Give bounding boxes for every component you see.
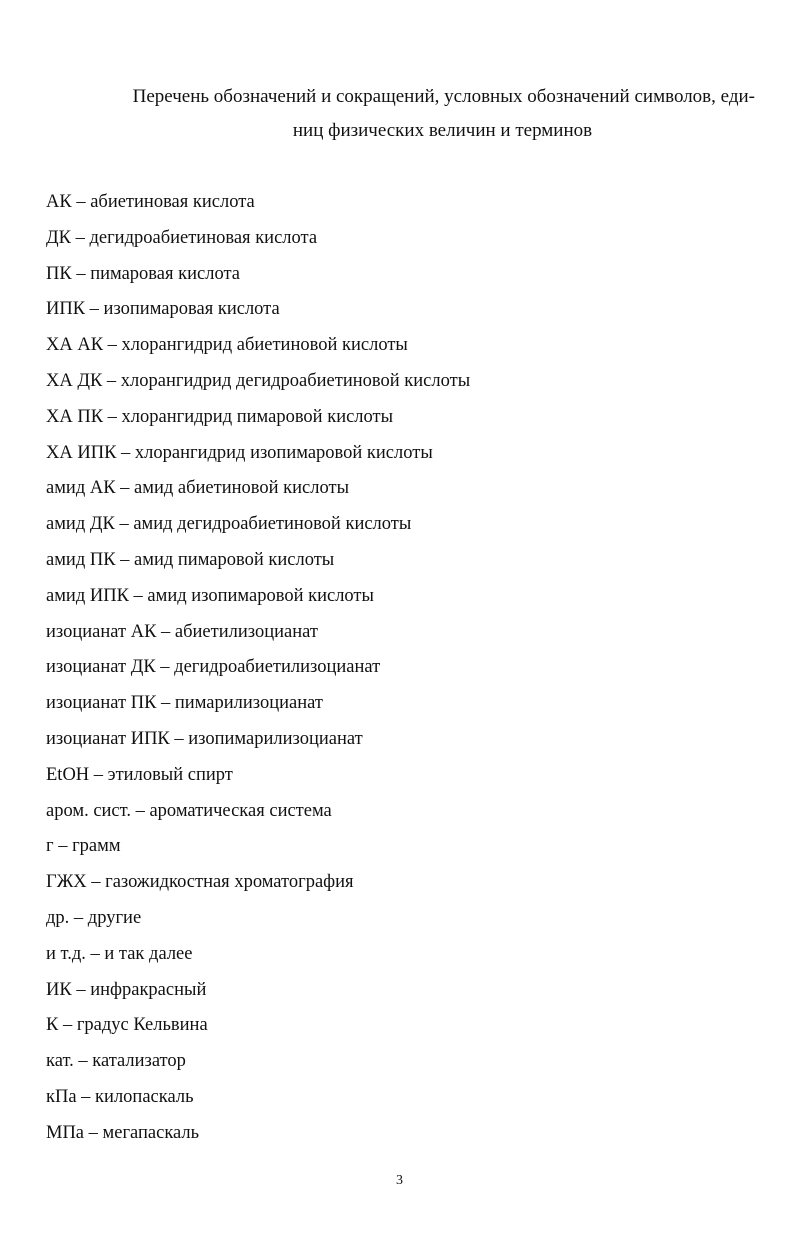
list-item: ИК – инфракрасный <box>46 979 207 1000</box>
list-item: К – градус Кельвина <box>46 1015 208 1036</box>
list-item: ДК – дегидроабиетиновая кислота <box>46 227 318 248</box>
page-title <box>60 80 755 148</box>
list-item: АК – абиетиновая кислота <box>46 192 255 212</box>
list-item: и т.д. – и так далее <box>46 943 193 964</box>
list-item: ХА ПК – хлорангидрид пимаровой кислоты <box>46 406 394 427</box>
title-line-1: Перечень обозначений и сокращений, условных обозначений символов, еди- <box>132 86 755 107</box>
list-item: ХА ДК – хлорангидрид дегидроабиетиновой кислоты <box>46 370 471 391</box>
list-item: изоцианат АК – абиетилизоцианат <box>46 621 318 642</box>
list-item: изоцианат ДК – дегидроабиетилизоцианат <box>46 657 381 678</box>
list-item: ГЖХ – газожидкостная хроматография <box>46 872 354 893</box>
list-item: амид ИПК – амид изопимаровой кислоты <box>46 585 374 606</box>
page-number: 3 <box>396 1173 403 1188</box>
list-item: EtOH – этиловый спирт <box>46 764 233 785</box>
list-item: аром. сист. – ароматическая система <box>46 800 332 821</box>
list-item: ИПК – изопимаровая кислота <box>46 299 280 320</box>
list-item: МПа – мегапаскаль <box>46 1122 200 1143</box>
list-item: кПа – килопаскаль <box>46 1086 194 1107</box>
list-item: изоцианат ИПК – изопимарилизоцианат <box>46 728 363 749</box>
abbreviation-list <box>46 185 746 1152</box>
list-item: амид ДК – амид дегидроабиетиновой кислоты <box>46 514 412 535</box>
list-item: амид ПК – амид пимаровой кислоты <box>46 549 335 570</box>
list-item: г – грамм <box>46 836 121 857</box>
list-item: ПК – пимаровая кислота <box>46 263 240 284</box>
list-item: ХА ИПК – хлорангидрид изопимаровой кислоты <box>46 442 433 463</box>
list-item: изоцианат ПК – пимарилизоцианат <box>46 693 323 714</box>
list-item: др. – другие <box>46 907 142 928</box>
list-item: кат. – катализатор <box>46 1051 186 1072</box>
list-item: амид АК – амид абиетиновой кислоты <box>46 478 350 499</box>
list-item: ХА АК – хлорангидрид абиетиновой кислоты <box>46 335 408 356</box>
title-line-2: ниц физических величин и терминов <box>292 120 593 141</box>
